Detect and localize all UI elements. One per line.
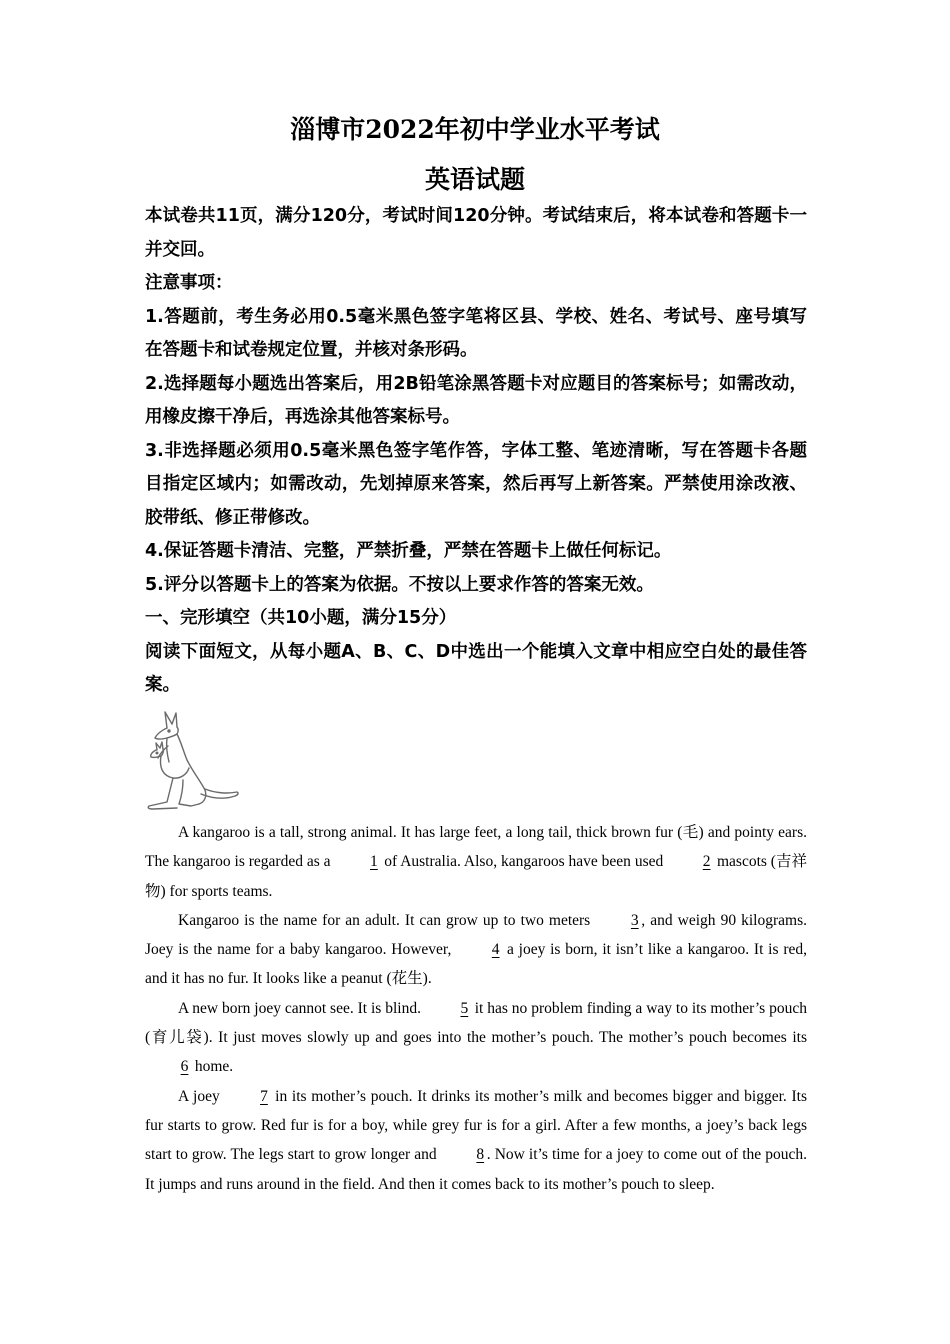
passage-text: A new born joey cannot see. It is blind.: [178, 999, 425, 1017]
passage-text: Kangaroo is the name for an adult. It can grow up to two meters: [178, 911, 596, 929]
passage-text: of Australia. Also, kangaroos have been used: [380, 853, 668, 871]
passage-text: a joey is born, it isn’t like a kangaroo. It is red, and it has no fur. It looks like a peanut (花生).: [145, 941, 807, 988]
passage-text: A kangaroo is a tall, strong animal. It has large feet, a long tail, thick brown fur (毛) and pointy ears. The kangaroo is regarded as a: [145, 824, 807, 871]
kangaroo-icon: [143, 710, 241, 812]
passage-paragraph-4: [145, 1082, 807, 1199]
notice-item-4: 4.保证答题卡清洁、完整，严禁折叠，严禁在答题卡上做任何标记。: [145, 541, 672, 561]
section-directions: 阅读下面短文，从每小题A、B、C、D中选出一个能填入文章中相应空白处的最佳答案。: [145, 641, 807, 695]
notice-item-5: 5.评分以答题卡上的答案为依据。不按以上要求作答的答案无效。: [145, 574, 654, 595]
passage-paragraph-2: [145, 906, 807, 994]
cloze-passage: [145, 818, 807, 1199]
blank-3: 3: [630, 911, 639, 929]
passage-text: A joey: [178, 1087, 225, 1105]
blank-6: 6: [180, 1058, 189, 1076]
exam-subtitle: 英语试题: [424, 165, 525, 194]
notice-heading: 注意事项：: [145, 273, 233, 293]
blank-1: 1: [370, 853, 378, 871]
notice-item-1: 1.答题前，考生务必用0.5毫米黑色签字笔将区县、学校、姓名、考试号、座号填写在答题卡和试卷规定位置，并核对条形码。: [145, 306, 807, 360]
notice-item-3: 3.非选择题必须用0.5毫米黑色签字笔作答，字体工整、笔迹清晰，写在答题卡各题目指定区域内；如需改动，先划掉原来答案，然后再写上新答案。严禁使用涂改液、胶带纸、修正带修改。: [145, 440, 807, 528]
notice-item-2: 2.选择题每小题选出答案后，用2B铅笔涂黑答题卡对应题目的答案标号；如需改动，用橡皮擦干净后，再选涂其他答案标号。: [145, 373, 807, 427]
blank-2: 2: [702, 853, 711, 871]
blank-7: 7: [260, 1087, 268, 1105]
passage-text: it has no problem finding a way to its mother’s pouch (育儿袋). It just moves slowly up and goes into the mother’s pouch. The mother’s pouch becomes its: [145, 999, 807, 1047]
blank-4: 4: [491, 941, 500, 959]
passage-text: . Now it’s time for a joey to come out of the pouch. It jumps and runs around in the field. And then it comes back to its mother’s pouch to sleep.: [145, 1146, 807, 1193]
passage-text: mascots (吉祥物) for sports teams.: [145, 853, 807, 900]
passage-paragraph-3: [145, 994, 807, 1082]
section-title: 一、完形填空（共10小题，满分15分）: [145, 608, 457, 628]
passage-text: home.: [191, 1058, 234, 1076]
blank-5: 5: [460, 999, 469, 1017]
exam-instructions: [145, 200, 807, 703]
passage-text: , and weigh 90 kilograms. Joey is the name for a baby kangaroo. However,: [145, 911, 807, 959]
exam-title: 淄博市2022年初中学业水平考试: [290, 115, 660, 144]
passage-paragraph-1: [145, 818, 807, 906]
intro-text: 本试卷共11页，满分120分，考试时间120分钟。考试结束后，将本试卷和答题卡一并交回。: [145, 206, 807, 260]
passage-text: in its mother’s pouch. It drinks its mother’s milk and becomes bigger and bigger. Its fur starts to grow. Red fur is for a boy, while grey fur is for a girl. After a few months, a joey’s back legs start to grow. The legs start to grow longer and: [145, 1087, 808, 1164]
blank-8: 8: [476, 1146, 485, 1164]
